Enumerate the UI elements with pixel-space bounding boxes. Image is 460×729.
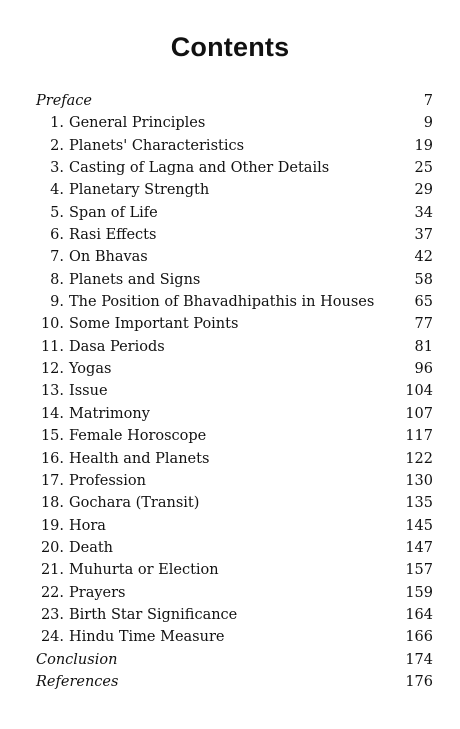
chapter-title: Hora bbox=[69, 517, 106, 534]
toc-entry bbox=[36, 269, 433, 291]
toc-entry bbox=[36, 559, 433, 581]
toc-entry bbox=[36, 448, 433, 470]
chapter-title: References bbox=[36, 673, 119, 690]
chapter-title: Hindu Time Measure bbox=[69, 629, 225, 646]
chapter-title: Female Horoscope bbox=[69, 428, 207, 445]
chapter-title: On Bhavas bbox=[69, 249, 148, 266]
chapter-title: Gochara (Transit) bbox=[69, 495, 200, 512]
page-number: 81 bbox=[414, 338, 433, 355]
toc-entry bbox=[36, 537, 433, 559]
chapter-title: Muhurta or Election bbox=[69, 562, 219, 579]
chapter-number: 18. bbox=[40, 495, 64, 512]
chapter-number: 14. bbox=[40, 405, 64, 422]
chapter-title: Planetary Strength bbox=[69, 182, 210, 199]
chapter-number: 7. bbox=[50, 249, 64, 266]
chapter-number: 1. bbox=[50, 115, 64, 132]
toc-entry bbox=[36, 179, 433, 201]
toc-entry bbox=[36, 112, 433, 134]
page-number: 157 bbox=[405, 562, 433, 579]
chapter-title: Matrimony bbox=[69, 405, 150, 422]
chapter-number: 10. bbox=[40, 316, 64, 333]
chapter-title: Planets and Signs bbox=[69, 271, 201, 288]
chapter-title: Birth Star Significance bbox=[69, 606, 238, 623]
toc-entry bbox=[36, 135, 433, 157]
toc-entry bbox=[36, 90, 433, 112]
chapter-title: The Position of Bhavadhipathis in Houses bbox=[69, 294, 375, 311]
chapter-number: 16. bbox=[40, 450, 64, 467]
toc-entry bbox=[36, 313, 433, 335]
page-number: 174 bbox=[405, 651, 433, 668]
page-number: 34 bbox=[414, 204, 433, 221]
chapter-number: 22. bbox=[40, 584, 64, 601]
page-title: Contents bbox=[170, 32, 290, 62]
toc-entry bbox=[36, 649, 433, 671]
toc-entry bbox=[36, 582, 433, 604]
toc-entry bbox=[36, 246, 433, 268]
toc-entry bbox=[36, 671, 433, 693]
chapter-title: Some Important Points bbox=[69, 316, 239, 333]
chapter-title: Health and Planets bbox=[69, 450, 210, 467]
toc-entry bbox=[36, 202, 433, 224]
chapter-title: Preface bbox=[36, 93, 92, 109]
toc-entry bbox=[36, 515, 433, 537]
chapter-title: Conclusion bbox=[36, 651, 118, 668]
page-number: 135 bbox=[405, 495, 433, 512]
chapter-title: Issue bbox=[69, 383, 108, 400]
chapter-number: 11. bbox=[40, 338, 64, 355]
chapter-title: Casting of Lagna and Other Details bbox=[69, 160, 330, 177]
page-number: 37 bbox=[414, 227, 433, 244]
page-number: 122 bbox=[405, 450, 433, 467]
toc-entry bbox=[36, 291, 433, 313]
chapter-number: 2. bbox=[50, 137, 64, 154]
chapter-number: 9. bbox=[50, 294, 64, 311]
toc-entry bbox=[36, 157, 433, 179]
chapter-title: Prayers bbox=[69, 584, 126, 601]
page-number: 29 bbox=[414, 182, 433, 199]
page-number: 130 bbox=[405, 472, 433, 489]
toc-entry bbox=[36, 358, 433, 380]
page-number: 19 bbox=[414, 137, 433, 154]
toc-entry bbox=[36, 403, 433, 425]
chapter-number: 23. bbox=[40, 606, 64, 623]
page-number: 42 bbox=[414, 249, 433, 266]
chapter-number: 8. bbox=[50, 271, 64, 288]
chapter-title: General Principles bbox=[69, 115, 206, 132]
page-number: 159 bbox=[405, 584, 433, 601]
page-number: 7 bbox=[423, 93, 433, 109]
toc-entry bbox=[36, 425, 433, 447]
chapter-title: Yogas bbox=[69, 361, 112, 378]
chapter-number: 17. bbox=[40, 472, 64, 489]
page-number: 104 bbox=[405, 383, 433, 400]
page-number: 147 bbox=[405, 539, 433, 556]
page-number: 25 bbox=[414, 160, 433, 177]
chapter-number: 3. bbox=[50, 160, 64, 177]
chapter-number: 13. bbox=[40, 383, 64, 400]
page-number: 145 bbox=[405, 517, 433, 534]
toc-entry bbox=[36, 470, 433, 492]
chapter-number: 19. bbox=[40, 517, 64, 534]
page-number: 164 bbox=[405, 606, 433, 623]
page-number: 166 bbox=[405, 629, 433, 646]
page-number: 58 bbox=[414, 271, 433, 288]
chapter-number: 5. bbox=[50, 204, 64, 221]
page-number: 96 bbox=[414, 361, 433, 378]
toc-entry bbox=[36, 626, 433, 648]
page-number: 9 bbox=[423, 115, 433, 132]
chapter-title: Rasi Effects bbox=[69, 227, 157, 244]
chapter-number: 12. bbox=[40, 361, 64, 378]
page-number: 65 bbox=[414, 294, 433, 311]
page-number: 77 bbox=[414, 316, 433, 333]
page-number: 107 bbox=[405, 405, 433, 422]
toc-entry bbox=[36, 336, 433, 358]
chapter-title: Death bbox=[69, 539, 114, 556]
chapter-number: 21. bbox=[40, 562, 64, 579]
chapter-title: Span of Life bbox=[69, 204, 158, 221]
table-of-contents bbox=[36, 90, 433, 693]
toc-entry bbox=[36, 492, 433, 514]
chapter-number: 6. bbox=[50, 227, 64, 244]
chapter-title: Planets' Characteristics bbox=[69, 137, 245, 154]
toc-entry bbox=[36, 380, 433, 402]
chapter-number: 4. bbox=[50, 182, 64, 199]
chapter-title: Dasa Periods bbox=[69, 338, 165, 355]
chapter-number: 15. bbox=[40, 428, 64, 445]
chapter-title: Profession bbox=[69, 472, 146, 489]
chapter-number: 24. bbox=[40, 629, 64, 646]
page-number: 176 bbox=[405, 673, 433, 690]
page-number: 117 bbox=[405, 428, 433, 445]
toc-entry bbox=[36, 604, 433, 626]
chapter-number: 20. bbox=[40, 539, 64, 556]
toc-entry bbox=[36, 224, 433, 246]
